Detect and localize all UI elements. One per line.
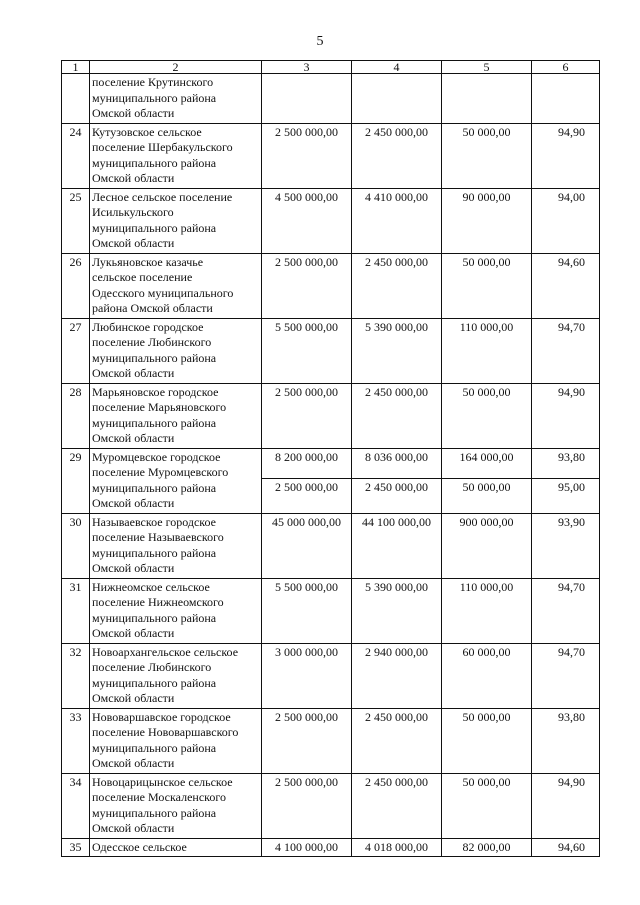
settlement-name-line: поселение Крутинского — [92, 75, 214, 89]
amount-col3-cell: 5 500 000,00 — [262, 318, 352, 383]
settlement-name-cell — [90, 773, 262, 838]
percent-cell: 94,90 — [532, 123, 600, 188]
header-cell: 2 — [90, 61, 262, 74]
percent-cell: 93,80 — [532, 448, 600, 478]
percent-cell: 94,70 — [532, 318, 600, 383]
settlement-name-line: Муромцевское городское — [92, 449, 221, 464]
settlement-name-cell — [90, 513, 262, 578]
header-cell: 5 — [442, 61, 532, 74]
percent-cell: 94,70 — [532, 578, 600, 643]
settlement-name-line: муниципального района — [92, 90, 217, 105]
amount-col3-cell: 3 000 000,00 — [262, 643, 352, 708]
amount-col4-cell: 5 390 000,00 — [352, 318, 442, 383]
settlement-name-cell — [90, 643, 262, 708]
row-number-cell: 28 — [62, 383, 90, 448]
settlement-name-line: Омской области — [92, 106, 175, 120]
header-row — [62, 61, 600, 74]
table-row — [62, 383, 600, 448]
settlement-name-line: Одесское сельское — [92, 839, 187, 854]
row-number-cell: 32 — [62, 643, 90, 708]
amount-col5-cell: 164 000,00 — [442, 448, 532, 478]
amount-col5-cell: 50 000,00 — [442, 773, 532, 838]
header-cell: 3 — [262, 61, 352, 74]
amount-col5-cell: 900 000,00 — [442, 513, 532, 578]
settlement-name-line: Марьяновское городское — [92, 384, 219, 399]
settlement-name-line: муниципального района — [92, 480, 217, 495]
amount-col3-cell: 4 500 000,00 — [262, 188, 352, 253]
settlement-name-cell — [90, 123, 262, 188]
settlement-name-line: Омской области — [92, 626, 175, 640]
amount-col5-cell: 50 000,00 — [442, 123, 532, 188]
amount-col4-cell: 8 036 000,00 — [352, 448, 442, 478]
percent-cell: 94,90 — [532, 383, 600, 448]
settlement-name-line: Любинское городское — [92, 319, 204, 334]
amount-col3-cell: 2 500 000,00 — [262, 253, 352, 318]
amount-col3-cell: 45 000 000,00 — [262, 513, 352, 578]
settlement-name-cell — [90, 74, 262, 124]
percent-cell: 94,90 — [532, 773, 600, 838]
settlement-name-line: Омской области — [92, 236, 175, 250]
amount-col4-cell: 4 018 000,00 — [352, 838, 442, 857]
table-row — [62, 773, 600, 838]
settlement-name-line: Одесского муниципального — [92, 285, 234, 300]
settlement-name-cell — [90, 383, 262, 448]
amount-col4-cell: 5 390 000,00 — [352, 578, 442, 643]
settlement-name-line: поселение Муромцевского — [92, 465, 229, 479]
percent-cell: 93,80 — [532, 708, 600, 773]
row-number-cell: 27 — [62, 318, 90, 383]
settlement-name-cell — [90, 838, 262, 857]
settlement-name-cell — [90, 318, 262, 383]
header-cell: 1 — [62, 61, 90, 74]
amount-col3-cell: 2 500 000,00 — [262, 478, 352, 513]
amount-col3-cell: 2 500 000,00 — [262, 123, 352, 188]
settlement-name-line: Омской области — [92, 821, 175, 835]
amount-col4-cell: 2 450 000,00 — [352, 708, 442, 773]
amount-col5-cell: 50 000,00 — [442, 383, 532, 448]
percent-cell: 94,00 — [532, 188, 600, 253]
settlement-name-line: поселение Марьяновского — [92, 400, 227, 414]
settlement-name-line: поселение Москаленского — [92, 790, 226, 804]
table-row — [62, 578, 600, 643]
settlement-name-line: муниципального района — [92, 415, 217, 430]
table-row — [62, 123, 600, 188]
settlement-name-line: Омской области — [92, 496, 175, 510]
settlement-name-line: муниципального района — [92, 740, 217, 755]
amount-col5-cell: 50 000,00 — [442, 478, 532, 513]
amount-cell — [352, 74, 442, 124]
data-table — [61, 60, 600, 857]
settlement-name-line: поселение Нововаршавского — [92, 725, 239, 739]
settlement-name-line: поселение Любинского — [92, 660, 212, 674]
row-number-cell: 29 — [62, 448, 90, 513]
settlement-name-line: Омской области — [92, 756, 175, 770]
settlement-name-line: района Омской области — [92, 301, 213, 315]
settlement-name-line: Омской области — [92, 171, 175, 185]
row-number-cell: 35 — [62, 838, 90, 857]
percent-cell: 95,00 — [532, 478, 600, 513]
settlement-name-line: Омской области — [92, 366, 175, 380]
amount-col5-cell: 110 000,00 — [442, 318, 532, 383]
amount-col4-cell: 2 450 000,00 — [352, 383, 442, 448]
settlement-name-line: Называевское городское — [92, 514, 216, 529]
amount-col3-cell: 4 100 000,00 — [262, 838, 352, 857]
amount-col5-cell: 50 000,00 — [442, 708, 532, 773]
amount-col3-cell: 8 200 000,00 — [262, 448, 352, 478]
amount-col4-cell: 2 450 000,00 — [352, 123, 442, 188]
settlement-name-cell — [90, 708, 262, 773]
amount-cell — [532, 74, 600, 124]
header-cell: 4 — [352, 61, 442, 74]
page-number: 5 — [316, 34, 324, 49]
settlement-name-line: Исилькульского — [92, 205, 174, 219]
amount-col4-cell: 2 450 000,00 — [352, 478, 442, 513]
amount-col4-cell: 4 410 000,00 — [352, 188, 442, 253]
settlement-name-line: Лукьяновское казачье — [92, 254, 204, 269]
amount-cell — [262, 74, 352, 124]
table-row — [62, 643, 600, 708]
settlement-name-line: муниципального района — [92, 805, 217, 820]
settlement-name-line: Омской области — [92, 691, 175, 705]
row-number-cell: 30 — [62, 513, 90, 578]
table-row — [62, 708, 600, 773]
settlement-name-line: муниципального района — [92, 675, 217, 690]
table-row — [62, 188, 600, 253]
header-cell: 6 — [532, 61, 600, 74]
settlement-name-line: Новоцарицынское сельское — [92, 774, 233, 789]
amount-col4-cell: 2 450 000,00 — [352, 253, 442, 318]
amount-col4-cell: 2 450 000,00 — [352, 773, 442, 838]
settlement-name-line: муниципального района — [92, 350, 217, 365]
table-row — [62, 448, 600, 478]
table-row — [62, 74, 600, 124]
table-row — [62, 513, 600, 578]
settlement-name-line: поселение Нижнеомского — [92, 595, 224, 609]
settlement-name-line: Кутузовское сельское — [92, 124, 202, 139]
table-row — [62, 253, 600, 318]
settlement-name-line: Нововаршавское городское — [92, 709, 231, 724]
amount-col4-cell: 2 940 000,00 — [352, 643, 442, 708]
settlement-name-line: муниципального района — [92, 155, 217, 170]
amount-col5-cell: 50 000,00 — [442, 253, 532, 318]
row-number-cell: 31 — [62, 578, 90, 643]
settlement-name-line: поселение Называевского — [92, 530, 224, 544]
settlement-name-cell — [90, 448, 262, 513]
settlement-name-line: Омской области — [92, 561, 175, 575]
settlement-name-line: Новоархангельское сельское — [92, 644, 239, 659]
amount-col3-cell: 2 500 000,00 — [262, 773, 352, 838]
amount-col4-cell: 44 100 000,00 — [352, 513, 442, 578]
amount-col5-cell: 110 000,00 — [442, 578, 532, 643]
settlement-name-line: муниципального района — [92, 220, 217, 235]
settlement-name-line: поселение Любинского — [92, 335, 212, 349]
percent-cell: 94,60 — [532, 838, 600, 857]
percent-cell: 93,90 — [532, 513, 600, 578]
row-number-cell: 25 — [62, 188, 90, 253]
settlement-name-line: Лесное сельское поселение — [92, 189, 233, 204]
row-number-cell: 34 — [62, 773, 90, 838]
amount-col3-cell: 2 500 000,00 — [262, 708, 352, 773]
amount-cell — [442, 74, 532, 124]
settlement-name-line: Нижнеомское сельское — [92, 579, 210, 594]
settlement-name-cell — [90, 253, 262, 318]
table-row — [62, 838, 600, 857]
row-number-cell: 24 — [62, 123, 90, 188]
amount-col3-cell: 2 500 000,00 — [262, 383, 352, 448]
amount-col3-cell: 5 500 000,00 — [262, 578, 352, 643]
settlement-name-cell — [90, 578, 262, 643]
row-number-cell: 26 — [62, 253, 90, 318]
row-number-cell: 33 — [62, 708, 90, 773]
settlement-name-line: Омской области — [92, 431, 175, 445]
row-number-cell — [62, 74, 90, 124]
amount-col5-cell: 90 000,00 — [442, 188, 532, 253]
settlement-name-cell — [90, 188, 262, 253]
amount-col5-cell: 82 000,00 — [442, 838, 532, 857]
amount-col5-cell: 60 000,00 — [442, 643, 532, 708]
settlement-name-line: муниципального района — [92, 610, 217, 625]
settlement-name-line: сельское поселение — [92, 270, 193, 284]
percent-cell: 94,60 — [532, 253, 600, 318]
settlement-name-line: муниципального района — [92, 545, 217, 560]
settlement-name-line: поселение Шербакульского — [92, 140, 233, 154]
percent-cell: 94,70 — [532, 643, 600, 708]
table-row — [62, 318, 600, 383]
